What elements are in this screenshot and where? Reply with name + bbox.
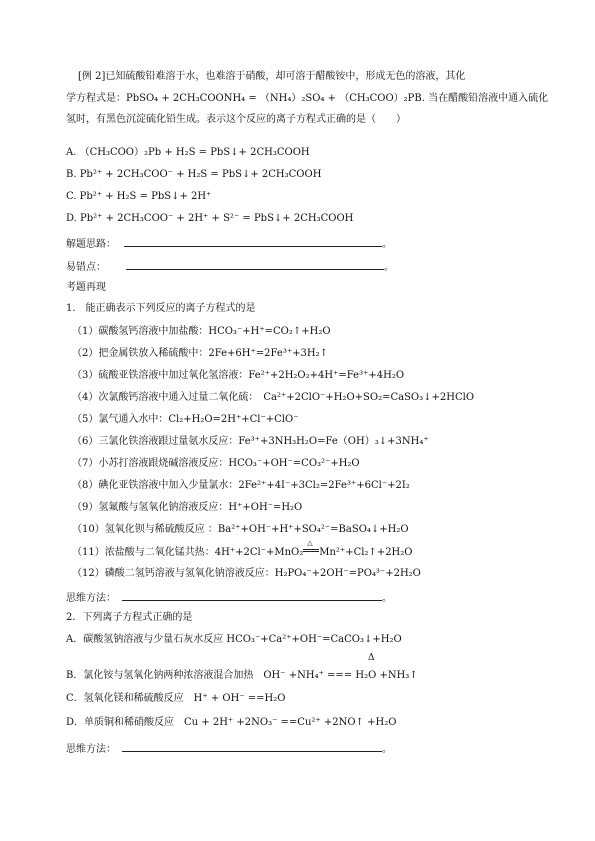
q1-item-2: （2）把金属铁放入稀硫酸中：2Fe+6H⁺=2Fe³⁺+3H₂↑ xyxy=(72,348,328,359)
solution-line xyxy=(66,235,392,251)
q1-method-label: 思维方法： xyxy=(66,593,116,604)
q1-item-3: （3）硫酸亚铁溶液中加过氧化氢溶液：Fe²⁺+2H₂O₂+4H⁺=Fe³⁺+4H₂O xyxy=(72,370,405,381)
q1-method-blank[interactable] xyxy=(122,589,382,601)
q2-option-a: A．碳酸氢钠溶液与少量石灰水反应 HCO₃⁻+Ca²⁺+OH⁻=CaCO₃↓+H₂O xyxy=(66,634,402,645)
heat-triangle-icon: △ xyxy=(307,539,313,547)
example-intro-line-2: 学方程式是：PbSO₄ + 2CH₃COONH₄ = （NH₄）₂SO₄ + （CH₃COO）₂PB. 当在醋酸铅溶液中通入硫化 xyxy=(66,93,549,104)
q1-method-line xyxy=(66,589,392,605)
q1-item-1: （1）碳酸氢钙溶液中加盐酸：HCO₃⁻+H⁺=CO₂↑+H₂O xyxy=(72,326,331,337)
example-intro-line-1: [例 2]已知硫酸铅难溶于水，也难溶于硝酸，却可溶于醋酸铵中，形成无色的溶液，其化 xyxy=(78,71,466,82)
solution-label: 解题思路： xyxy=(66,239,116,250)
q2-method-line xyxy=(66,740,392,756)
heating-equals-sign xyxy=(303,539,319,555)
error-label: 易错点： xyxy=(66,262,106,273)
error-period: 。 xyxy=(384,262,394,273)
example-option-c: C. Pb²⁺ + H₂S = PbS↓+ 2H⁺ xyxy=(66,191,212,202)
q2-method-blank[interactable] xyxy=(122,740,382,752)
q2-option-c: C．氢氧化镁和稀硫酸反应 H⁺ + OH⁻ ==H₂O xyxy=(66,693,286,704)
question-1-title: 1. 能正确表示下列反应的离子方程式的是 xyxy=(66,303,256,314)
solution-blank[interactable] xyxy=(124,235,382,247)
question-2-title: 2．下列离子方程式正确的是 xyxy=(66,612,193,623)
solution-period: 。 xyxy=(382,239,392,250)
example-option-a: A. （CH₃COO）₂Pb + H₂S = PbS↓+ 2CH₃COOH xyxy=(66,147,310,158)
q1-item-6: （6）三氯化铁溶液跟过量氨水反应：Fe³⁺+3NH₃H₂O=Fe（OH）₃↓+3NH₄⁺ xyxy=(72,436,429,447)
q1-item-4: （4）次氯酸钙溶液中通入过量二氧化硫： Ca²⁺+2ClO⁻+H₂O+SO₂=CaSO₃↓+2HClO xyxy=(72,392,475,403)
q1-item-8: （8）碘化亚铁溶液中加入少量氯水：2Fe²⁺+4I⁻+3Cl₂=2Fe³⁺+6Cl⁻+2I₂ xyxy=(72,480,410,491)
q1-method-period: 。 xyxy=(382,593,392,604)
example-option-d: D. Pb²⁺ + 2CH₃COO⁻ + 2H⁺ + S²⁻ = PbS↓+ 2CH₃COOH xyxy=(66,213,354,224)
q1-item-12: （12）磷酸二氢钙溶液与氢氧化钠溶液反应：H₂PO₄⁻+2OH⁻=PO₄³⁻+2H₂O xyxy=(72,568,421,579)
q2-method-label: 思维方法： xyxy=(66,744,116,755)
review-heading: 考题再现 xyxy=(66,282,106,293)
q1-item-9: （9）氢氟酸与氢氧化钠溶液反应：H⁺+OH⁻=H₂O xyxy=(72,502,303,513)
error-blank[interactable] xyxy=(126,258,384,270)
error-line xyxy=(66,258,394,274)
example-option-b: B. Pb²⁺ + 2CH₃COO⁻ + H₂S = PbS↓+ 2CH₃COOH xyxy=(66,169,322,180)
q1-item-7: （7）小苏打溶液跟烧碱溶液反应：HCO₃⁻+OH⁻=CO₃²⁻+H₂O xyxy=(72,458,360,469)
q1-item-11-left: （11）浓盐酸与二氧化锰共热：4H⁺+2Cl⁻+MnO₂ xyxy=(72,547,304,558)
q2-option-d: D．单质铜和稀硝酸反应 Cu + 2H⁺ +2NO₃⁻ ==Cu²⁺ +2NO↑ +H₂O xyxy=(66,717,397,728)
q2-method-period: 。 xyxy=(382,744,392,755)
q1-item-11 xyxy=(72,539,413,559)
delta-icon: Δ xyxy=(368,653,375,663)
example-intro-line-3: 氢时，有黑色沉淀硫化铅生成。表示这个反应的离子方程式正确的是（ ） xyxy=(66,114,406,125)
q2-option-b: B．氯化铵与氢氧化钠两种浓溶液混合加热 OH⁻ +NH₄⁺ === H₂O +NH₃↑ xyxy=(66,670,418,681)
q1-item-10: （10）氢氧化钡与稀硫酸反应 ：Ba²⁺+OH⁻+H⁺+SO₄²⁻=BaSO₄↓+H₂O xyxy=(72,524,409,535)
q1-item-11-right: Mn²⁺+Cl₂↑+2H₂O xyxy=(319,547,413,558)
q1-item-5: （5）氯气通入水中：Cl₂+H₂O=2H⁺+Cl⁻+ClO⁻ xyxy=(72,414,299,425)
